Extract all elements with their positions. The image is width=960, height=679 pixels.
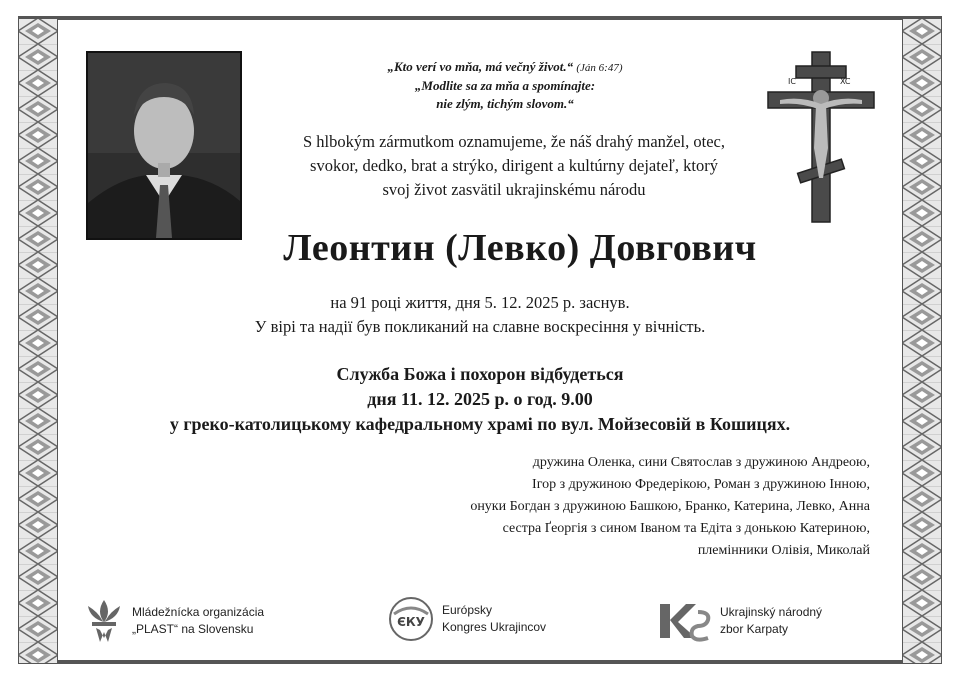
mourners-line: племінники Олівія, Миколай <box>697 543 870 558</box>
org-karpaty-line-1: Ukrajinský národný <box>720 605 823 619</box>
quote-reference: (Ján 6:47) <box>576 62 623 74</box>
cross-inscription-right: XC <box>840 77 851 86</box>
mourners-list <box>300 452 870 562</box>
portrait-photo <box>86 51 242 240</box>
eku-logo-text: ЄКУ <box>397 615 425 629</box>
org-karpaty-line-2: zbor Karpaty <box>720 622 789 636</box>
org-eku-line-1: Európsky <box>442 603 493 617</box>
quote-line-2: „Modlite sa za mňa a spomínajte: <box>414 78 596 93</box>
crucifix-icon <box>766 48 876 226</box>
service-date: дня 11. 12. 2025 р. о год. 9.00 <box>367 389 593 409</box>
ornamental-border-left <box>18 18 58 664</box>
bible-quote <box>330 58 680 113</box>
death-notice <box>120 291 840 339</box>
resurrection-line: У вірі та надії був покликаний на славне воскресіння у вічність. <box>254 317 706 336</box>
announcement-text <box>248 130 780 202</box>
org-plast <box>84 598 264 644</box>
funeral-service-info <box>80 362 880 437</box>
eku-logo <box>388 596 434 642</box>
quote-line-3: nie zlým, tichým slovom.“ <box>436 96 574 111</box>
ornamental-border-right <box>902 18 942 664</box>
announcement-line: S hlbokým zármutkom oznamujeme, že náš drahý manžel, otec, <box>303 132 725 151</box>
org-karpaty <box>656 598 822 644</box>
frame-top <box>18 16 942 20</box>
org-plast-line-1: Mládežnícka organizácia <box>132 605 265 619</box>
quote-line-1: „Kto verí vo mňa, má večný život.“ <box>387 59 574 74</box>
deceased-name: Леонтин (Левко) Довгович <box>283 227 757 269</box>
org-eku <box>388 596 546 642</box>
service-location: у греко-католицькому кафедральному храмі по вул. Мойзесовій в Кошицях. <box>169 414 791 434</box>
mourners-line: онуки Богдан з дружиною Башкою, Бранко, Катерина, Левко, Анна <box>470 499 870 514</box>
service-title: Служба Божа і похорон відбудеться <box>336 364 624 384</box>
frame-bottom <box>18 660 942 664</box>
mourners-line: дружина Оленка, сини Святослав з дружиною Андреою, <box>532 455 870 470</box>
announcement-line: svokor, dedko, brat a strýko, dirigent a kultúrny dejateľ, ktorý <box>310 156 718 175</box>
mourners-line: сестра Ґеоргія з сином Іваном та Едіта з донькою Катериною, <box>502 521 870 536</box>
org-plast-line-2: „PLAST“ na Slovensku <box>132 622 254 636</box>
death-date-line: на 91 році життя, дня 5. 12. 2025 р. заснув. <box>330 293 630 312</box>
plast-lily-trident-icon <box>84 598 124 644</box>
karpaty-logo <box>656 598 712 644</box>
mourners-line: Ігор з дружиною Фредерікою, Роман з дружиною Інною, <box>532 477 870 492</box>
announcement-line: svoj život zasvätil ukrajinskému národu <box>382 180 646 199</box>
cross-inscription-left: IC <box>788 77 796 86</box>
org-eku-line-2: Kongres Ukrajincov <box>442 620 547 634</box>
